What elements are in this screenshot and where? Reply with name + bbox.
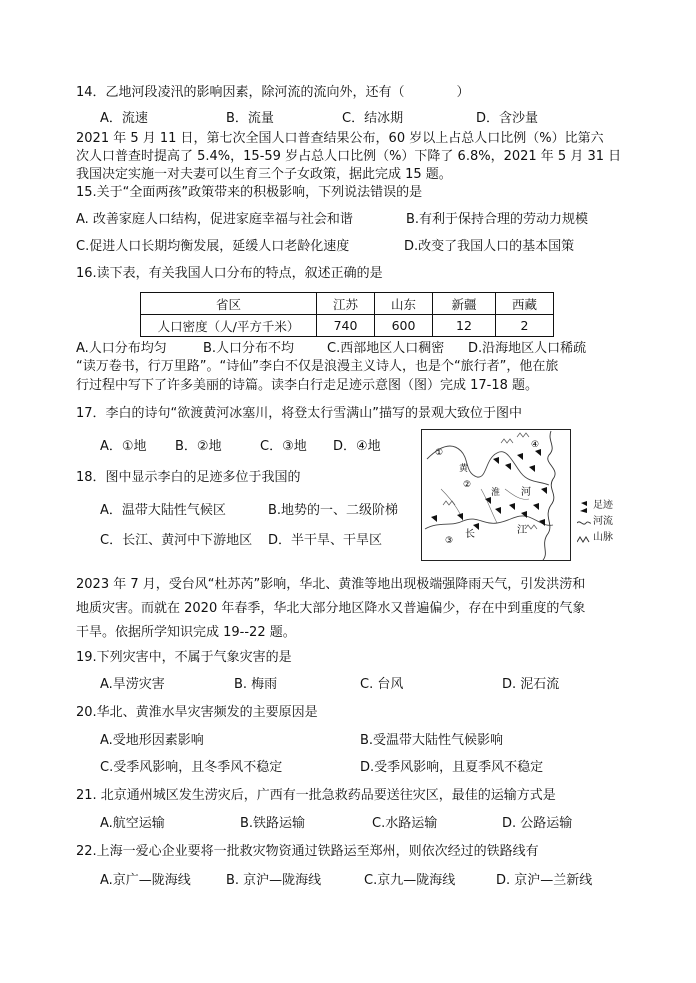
question-22-stem: 22.上海一爱心企业要将一批救灾物资通过铁路运至郑州，则依次经过的铁路线有 xyxy=(76,844,539,859)
disaster-intro-line-3: 干旱。依据所学知识完成 19--22 题。 xyxy=(76,625,296,640)
legend-river: 河流 xyxy=(577,516,637,532)
q16-option-a: A.人口分布均匀 xyxy=(76,341,167,356)
table-header-cell: 西藏 xyxy=(496,293,554,315)
table-header-cell: 江苏 xyxy=(317,293,375,315)
question-18-stem: 18．图中显示李白的足迹多位于我国的 xyxy=(76,470,301,485)
table-header-cell: 新疆 xyxy=(433,293,496,315)
libai-footprint-map xyxy=(421,429,571,561)
q14-option-a: A．流速 xyxy=(100,111,148,126)
question-14-stem: 14．乙地河段凌汛的影响因素，除河流的流向外，还有（ ） xyxy=(76,85,470,100)
disaster-intro-line-1: 2023 年 7 月，受台风“杜苏芮”影响，华北、黄淮等地出现极端强降雨天气，引发洪涝和 xyxy=(76,577,586,592)
q22-option-a: A.京广—陇海线 xyxy=(100,873,191,888)
map-label-huai: 淮 xyxy=(491,488,501,498)
q16-option-c: C.西部地区人口稠密 xyxy=(327,341,445,356)
q19-option-a: A.旱涝灾害 xyxy=(100,677,165,692)
q22-option-d: D. 京沪—兰新线 xyxy=(496,873,593,888)
population-density-table xyxy=(140,292,554,337)
river-icon xyxy=(577,517,591,529)
footprint-icon xyxy=(577,501,591,513)
q14-option-c: C．结冰期 xyxy=(342,111,404,126)
q20-option-b: B.受温带大陆性气候影响 xyxy=(360,733,504,748)
table-row xyxy=(141,315,554,337)
q15-option-b: B.有利于保持合理的劳动力规模 xyxy=(406,212,589,227)
q19-option-d: D. 泥石流 xyxy=(502,677,560,692)
census-intro-line-1: 2021 年 5 月 11 日，第七次全国人口普查结果公布，60 岁以上占总人口比例（%）比第六 xyxy=(76,131,604,146)
q18-option-d: D．半干旱、干旱区 xyxy=(268,533,383,548)
map-marker-4: ④ xyxy=(531,440,540,450)
legend-footprint: 足迹 xyxy=(577,500,637,516)
q20-option-d: D.受季风影响，且夏季风不稳定 xyxy=(360,760,544,775)
table-header-row xyxy=(141,293,554,315)
legend-mountain: 山脉 xyxy=(577,532,637,548)
question-20-stem: 20.华北、黄淮水旱灾害频发的主要原因是 xyxy=(76,705,318,720)
q15-option-c: C.促进人口长期均衡发展，延缓人口老龄化速度 xyxy=(76,239,350,254)
q15-option-a: A. 改善家庭人口结构，促进家庭幸福与社会和谐 xyxy=(76,212,353,227)
q16-option-d: D.沿海地区人口稀疏 xyxy=(468,341,587,356)
q18-option-b: B.地势的一、二级阶梯 xyxy=(268,503,399,518)
disaster-intro-line-2: 地质灾害。而就在 2020 年春季，华北大部分地区降水又普遍偏少，存在中到重度的气象 xyxy=(76,601,586,616)
table-cell: 人口密度（人/平方千米） xyxy=(141,315,317,337)
table-cell: 2 xyxy=(496,315,554,337)
table-cell: 740 xyxy=(317,315,375,337)
q22-option-b: B. 京沪—陇海线 xyxy=(226,873,322,888)
libai-intro-line-2: 行过程中写下了许多美丽的诗篇。读李白行走足迹示意图（图）完成 17-18 题。 xyxy=(76,378,539,393)
q17-option-c: C．③地 xyxy=(260,439,307,454)
q15-option-d: D.改变了我国人口的基本国策 xyxy=(404,239,575,254)
map-label-yellow: 黄 xyxy=(459,464,469,474)
q17-option-a: A．①地 xyxy=(100,439,147,454)
question-15-stem: 15.关于“全面两孩”政策带来的积极影响，下列说法错误的是 xyxy=(76,185,423,200)
map-marker-3: ③ xyxy=(445,536,454,546)
map-marker-2: ② xyxy=(463,480,472,490)
question-17-stem: 17．李白的诗句“欲渡黄河冰塞川，将登太行雪满山”描写的景观大致位于图中 xyxy=(76,406,523,421)
q17-option-d: D．④地 xyxy=(333,439,381,454)
q14-option-d: D．含沙量 xyxy=(476,111,539,126)
q18-option-c: C．长江、黄河中下游地区 xyxy=(100,533,253,548)
q14-option-b: B．流量 xyxy=(226,111,274,126)
q21-option-a: A.航空运输 xyxy=(100,816,165,831)
q20-option-a: A.受地形因素影响 xyxy=(100,733,204,748)
map-label-jiang: 江 xyxy=(517,525,527,536)
q21-option-c: C.水路运输 xyxy=(372,816,438,831)
q18-option-a: A．温带大陆性气候区 xyxy=(100,503,226,518)
map-label-river: 河 xyxy=(521,487,531,498)
map-marker-1: ① xyxy=(435,448,444,458)
question-19-stem: 19.下列灾害中，不属于气象灾害的是 xyxy=(76,650,292,665)
mountain-icon xyxy=(577,533,591,545)
census-intro-line-2: 次人口普查时提高了 5.4%，15-59 岁占总人口比例（%）下降了 6.8%，2021 年 5 月 31 日 xyxy=(76,149,622,164)
q19-option-c: C. 台风 xyxy=(360,677,404,692)
q22-option-c: C.京九—陇海线 xyxy=(364,873,456,888)
q21-option-d: D. 公路运输 xyxy=(502,816,573,831)
table-cell: 12 xyxy=(433,315,496,337)
q21-option-b: B.铁路运输 xyxy=(240,816,306,831)
q17-option-b: B．②地 xyxy=(175,439,222,454)
q20-option-c: C.受季风影响，且冬季风不稳定 xyxy=(100,760,283,775)
q19-option-b: B. 梅雨 xyxy=(234,677,278,692)
table-cell: 600 xyxy=(375,315,433,337)
question-16-stem: 16.读下表，有关我国人口分布的特点，叙述正确的是 xyxy=(76,266,383,281)
libai-intro-line-1: “读万卷书，行万里路”。“诗仙”李白不仅是浪漫主义诗人，也是个“旅行者”，他在旅 xyxy=(76,359,559,374)
map-label-long: 长 xyxy=(465,529,475,540)
table-header-cell: 省区 xyxy=(141,293,317,315)
census-intro-line-3: 我国决定实施一对夫妻可以生育三个子女政策，据此完成 15 题。 xyxy=(76,167,452,182)
question-21-stem: 21. 北京通州城区发生涝灾后，广西有一批急救药品要送往灾区，最佳的运输方式是 xyxy=(76,788,556,803)
table-header-cell: 山东 xyxy=(375,293,433,315)
q16-option-b: B.人口分布不均 xyxy=(203,341,295,356)
map-legend xyxy=(577,500,637,548)
